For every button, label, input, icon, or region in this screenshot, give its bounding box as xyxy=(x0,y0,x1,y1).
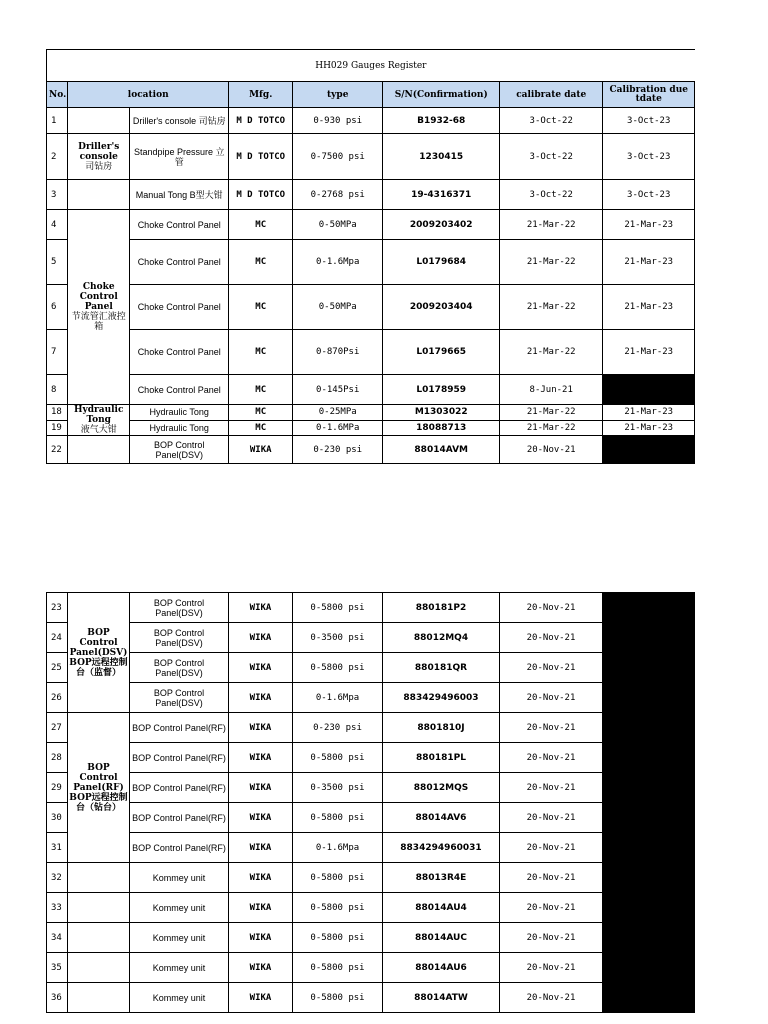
mfg: MC xyxy=(229,420,293,436)
gauge-type: 0-5800 psi xyxy=(293,593,383,623)
mfg: M D TOTCO xyxy=(229,108,293,134)
table-row xyxy=(47,436,695,464)
calibration-due-date: 21-Mar-23 xyxy=(603,405,695,421)
header-location: location xyxy=(68,82,229,108)
table-row xyxy=(47,375,695,405)
header-row xyxy=(47,82,695,108)
gauge-type: 0-230 psi xyxy=(293,436,383,464)
header-no: No. xyxy=(47,82,68,108)
serial-number: 2009203404 xyxy=(383,285,500,330)
serial-number: 2009203402 xyxy=(383,210,500,240)
location-desc: BOP Control Panel(RF) xyxy=(130,713,229,743)
row-no: 19 xyxy=(47,420,68,436)
table-row xyxy=(47,240,695,285)
calibrate-date: 20-Nov-21 xyxy=(500,803,603,833)
mfg: WIKA xyxy=(229,863,293,893)
gauge-type: 0-145Psi xyxy=(293,375,383,405)
location-desc: BOP Control Panel(RF) xyxy=(130,743,229,773)
location-group-bop_rf xyxy=(68,713,130,863)
calibration-due-date: 21-Mar-23 xyxy=(603,420,695,436)
gauge-type: 0-5800 psi xyxy=(293,653,383,683)
calibrate-date: 20-Nov-21 xyxy=(500,593,603,623)
gauges-register-table-continued xyxy=(46,592,695,1013)
calibration-due-blocked xyxy=(603,593,695,1013)
calibrate-date: 20-Nov-21 xyxy=(500,436,603,464)
calibrate-date: 20-Nov-21 xyxy=(500,623,603,653)
location-desc: Kommey unit xyxy=(130,953,229,983)
mfg: WIKA xyxy=(229,953,293,983)
calibrate-date: 20-Nov-21 xyxy=(500,863,603,893)
mfg: M D TOTCO xyxy=(229,134,293,180)
mfg: WIKA xyxy=(229,983,293,1013)
row-no: 4 xyxy=(47,210,68,240)
location-blank xyxy=(68,983,130,1013)
table-row xyxy=(47,833,695,863)
gauge-type: 0-1.6MPa xyxy=(293,420,383,436)
table-row xyxy=(47,803,695,833)
calibrate-date: 20-Nov-21 xyxy=(500,653,603,683)
calibrate-date: 8-Jun-21 xyxy=(500,375,603,405)
location-desc: Choke Control Panel xyxy=(130,240,229,285)
gauge-type: 0-230 psi xyxy=(293,713,383,743)
table-row xyxy=(47,893,695,923)
header-mfg: Mfg. xyxy=(229,82,293,108)
mfg: WIKA xyxy=(229,773,293,803)
location-blank xyxy=(68,953,130,983)
serial-number: L0178959 xyxy=(383,375,500,405)
serial-number: 88012MQ4 xyxy=(383,623,500,653)
table-row xyxy=(47,953,695,983)
serial-number: L0179665 xyxy=(383,330,500,375)
row-no: 34 xyxy=(47,923,68,953)
calibration-due-date: 3-Oct-23 xyxy=(603,180,695,210)
location-group-choke xyxy=(68,210,130,405)
location-desc: BOP Control Panel(DSV) xyxy=(130,623,229,653)
location-desc: BOP Control Panel(DSV) xyxy=(130,683,229,713)
serial-number: 8834294960031 xyxy=(383,833,500,863)
location-desc: BOP Control Panel(DSV) xyxy=(130,593,229,623)
mfg: WIKA xyxy=(229,713,293,743)
table-row xyxy=(47,134,695,180)
location-group-label: Hydraulic Tong xyxy=(73,405,124,425)
gauge-type: 0-2768 psi xyxy=(293,180,383,210)
location-blank xyxy=(68,923,130,953)
calibrate-date: 20-Nov-21 xyxy=(500,743,603,773)
row-no: 5 xyxy=(47,240,68,285)
location-group-label-cn: 司钻房 xyxy=(85,161,113,172)
location-desc: Kommey unit xyxy=(130,893,229,923)
mfg: MC xyxy=(229,210,293,240)
mfg: MC xyxy=(229,375,293,405)
location-blank xyxy=(68,893,130,923)
table-row xyxy=(47,923,695,953)
row-no: 25 xyxy=(47,653,68,683)
header-sn: S/N(Confirmation) xyxy=(383,82,500,108)
mfg: WIKA xyxy=(229,893,293,923)
gauge-type: 0-870Psi xyxy=(293,330,383,375)
serial-number: M1303022 xyxy=(383,405,500,421)
row-no: 33 xyxy=(47,893,68,923)
calibrate-date: 20-Nov-21 xyxy=(500,923,603,953)
location-desc: Choke Control Panel xyxy=(130,285,229,330)
calibrate-date: 3-Oct-22 xyxy=(500,180,603,210)
row-no: 36 xyxy=(47,983,68,1013)
row-no: 32 xyxy=(47,863,68,893)
location-desc: Manual Tong B型大钳 xyxy=(130,180,229,210)
row-no: 18 xyxy=(47,405,68,421)
calibration-due-date: 21-Mar-23 xyxy=(603,285,695,330)
row-no: 23 xyxy=(47,593,68,623)
location-desc: BOP Control Panel(RF) xyxy=(130,833,229,863)
location-desc: BOP Control Panel(RF) xyxy=(130,803,229,833)
serial-number: 88014AU6 xyxy=(383,953,500,983)
calibration-due-date: 21-Mar-23 xyxy=(603,240,695,285)
gauge-type: 0-5800 psi xyxy=(293,893,383,923)
row-no: 35 xyxy=(47,953,68,983)
serial-number: 88014AVM xyxy=(383,436,500,464)
gauge-type: 0-5800 psi xyxy=(293,863,383,893)
row-no: 22 xyxy=(47,436,68,464)
location-desc: Choke Control Panel xyxy=(130,330,229,375)
row-no: 31 xyxy=(47,833,68,863)
calibrate-date: 21-Mar-22 xyxy=(500,330,603,375)
gauge-type: 0-50MPa xyxy=(293,210,383,240)
location-group-label-cn: 节流管汇液控箱 xyxy=(71,312,126,332)
calibrate-date: 20-Nov-21 xyxy=(500,833,603,863)
table-row xyxy=(47,683,695,713)
serial-number: 1230415 xyxy=(383,134,500,180)
gauge-type: 0-5800 psi xyxy=(293,803,383,833)
mfg: WIKA xyxy=(229,623,293,653)
gauge-type: 0-25MPa xyxy=(293,405,383,421)
calibrate-date: 20-Nov-21 xyxy=(500,983,603,1013)
location-group-label: BOP Control Panel(RF) BOP远程控制台（钻台） xyxy=(69,762,128,813)
calibrate-date: 21-Mar-22 xyxy=(500,420,603,436)
gauge-type: 0-1.6Mpa xyxy=(293,683,383,713)
row-no: 29 xyxy=(47,773,68,803)
location-blank xyxy=(68,436,130,464)
row-no: 1 xyxy=(47,108,68,134)
row-no: 24 xyxy=(47,623,68,653)
mfg: WIKA xyxy=(229,803,293,833)
row-no: 3 xyxy=(47,180,68,210)
calibrate-date: 3-Oct-22 xyxy=(500,134,603,180)
table-row xyxy=(47,983,695,1013)
serial-number: 88014ATW xyxy=(383,983,500,1013)
gauge-type: 0-5800 psi xyxy=(293,743,383,773)
location-group-label-cn: 液气大钳 xyxy=(80,425,117,435)
calibration-due-date: 3-Oct-23 xyxy=(603,134,695,180)
serial-number: 88014AU4 xyxy=(383,893,500,923)
location-desc: Choke Control Panel xyxy=(130,210,229,240)
location-desc: BOP Control Panel(DSV) xyxy=(130,436,229,464)
serial-number: 880181PL xyxy=(383,743,500,773)
gauge-type: 0-5800 psi xyxy=(293,923,383,953)
gauge-type: 0-5800 psi xyxy=(293,953,383,983)
row-no: 26 xyxy=(47,683,68,713)
location-blank xyxy=(68,863,130,893)
row-no: 6 xyxy=(47,285,68,330)
gauge-type: 0-7500 psi xyxy=(293,134,383,180)
location-desc: Hydraulic Tong xyxy=(130,420,229,436)
table-row xyxy=(47,420,695,436)
table-row xyxy=(47,653,695,683)
table-row xyxy=(47,405,695,421)
row-no: 2 xyxy=(47,134,68,180)
location-desc: Standpipe Pressure 立管 xyxy=(130,134,229,180)
location-group-label: Choke Control Panel xyxy=(79,282,118,312)
gauge-type: 0-50MPa xyxy=(293,285,383,330)
calibrate-date: 21-Mar-22 xyxy=(500,240,603,285)
gauge-type: 0-930 psi xyxy=(293,108,383,134)
row-no: 27 xyxy=(47,713,68,743)
serial-number: 8801810J xyxy=(383,713,500,743)
header-calibrate-date: calibrate date xyxy=(500,82,603,108)
calibration-due-date: 3-Oct-23 xyxy=(603,108,695,134)
serial-number: 88014AV6 xyxy=(383,803,500,833)
table-row xyxy=(47,108,695,134)
table-row xyxy=(47,623,695,653)
location-group-label: BOP Control Panel(DSV) BOP远程控制台（监督） xyxy=(69,627,128,678)
table-row xyxy=(47,210,695,240)
calibration-due-date xyxy=(603,375,695,405)
location-desc: Kommey unit xyxy=(130,983,229,1013)
serial-number: 19-4316371 xyxy=(383,180,500,210)
location-desc: Driller's console 司钻房 xyxy=(130,108,229,134)
mfg: WIKA xyxy=(229,653,293,683)
mfg: M D TOTCO xyxy=(229,180,293,210)
serial-number: 883429496003 xyxy=(383,683,500,713)
header-calibration-due: Calibration due tdate xyxy=(603,82,695,108)
calibration-due-date: 21-Mar-23 xyxy=(603,330,695,375)
gauge-type: 0-5800 psi xyxy=(293,983,383,1013)
mfg: WIKA xyxy=(229,833,293,863)
table-row xyxy=(47,773,695,803)
calibrate-date: 21-Mar-22 xyxy=(500,210,603,240)
serial-number: 88012MQS xyxy=(383,773,500,803)
gauge-type: 0-1.6Mpa xyxy=(293,833,383,863)
location-desc: Hydraulic Tong xyxy=(130,405,229,421)
register-title: HH029 Gauges Register xyxy=(47,50,695,82)
mfg: MC xyxy=(229,240,293,285)
mfg: WIKA xyxy=(229,923,293,953)
serial-number: B1932-68 xyxy=(383,108,500,134)
location-desc: Choke Control Panel xyxy=(130,375,229,405)
location-group-drillers xyxy=(68,134,130,180)
row-no: 7 xyxy=(47,330,68,375)
mfg: WIKA xyxy=(229,436,293,464)
gauge-type: 0-1.6Mpa xyxy=(293,240,383,285)
location-group-bop_dsv xyxy=(68,593,130,713)
serial-number: 880181P2 xyxy=(383,593,500,623)
serial-number: 18088713 xyxy=(383,420,500,436)
mfg: MC xyxy=(229,330,293,375)
mfg: MC xyxy=(229,285,293,330)
mfg: MC xyxy=(229,405,293,421)
location-desc: Kommey unit xyxy=(130,863,229,893)
location-desc: Kommey unit xyxy=(130,923,229,953)
table-row xyxy=(47,330,695,375)
location-desc: BOP Control Panel(RF) xyxy=(130,773,229,803)
table-row xyxy=(47,743,695,773)
serial-number: 88014AUC xyxy=(383,923,500,953)
table-row xyxy=(47,713,695,743)
gauges-register-table xyxy=(46,49,695,464)
serial-number: L0179684 xyxy=(383,240,500,285)
gauge-type: 0-3500 psi xyxy=(293,623,383,653)
calibrate-date: 20-Nov-21 xyxy=(500,713,603,743)
calibration-due-date xyxy=(603,436,695,464)
mfg: WIKA xyxy=(229,683,293,713)
location-group-label: Driller's console xyxy=(78,141,120,162)
location-group-hydraulic xyxy=(68,405,130,436)
table-row xyxy=(47,593,695,623)
row-no: 8 xyxy=(47,375,68,405)
mfg: WIKA xyxy=(229,743,293,773)
calibrate-date: 20-Nov-21 xyxy=(500,953,603,983)
serial-number: 880181QR xyxy=(383,653,500,683)
table-row xyxy=(47,285,695,330)
calibrate-date: 3-Oct-22 xyxy=(500,108,603,134)
calibrate-date: 20-Nov-21 xyxy=(500,773,603,803)
calibrate-date: 20-Nov-21 xyxy=(500,683,603,713)
table-row xyxy=(47,180,695,210)
location-blank xyxy=(68,180,130,210)
location-blank xyxy=(68,108,130,134)
gauge-type: 0-3500 psi xyxy=(293,773,383,803)
calibrate-date: 21-Mar-22 xyxy=(500,405,603,421)
calibrate-date: 21-Mar-22 xyxy=(500,285,603,330)
table-row xyxy=(47,863,695,893)
row-no: 28 xyxy=(47,743,68,773)
calibrate-date: 20-Nov-21 xyxy=(500,893,603,923)
header-type: type xyxy=(293,82,383,108)
serial-number: 88013R4E xyxy=(383,863,500,893)
calibration-due-date: 21-Mar-23 xyxy=(603,210,695,240)
mfg: WIKA xyxy=(229,593,293,623)
row-no: 30 xyxy=(47,803,68,833)
location-desc: BOP Control Panel(DSV) xyxy=(130,653,229,683)
